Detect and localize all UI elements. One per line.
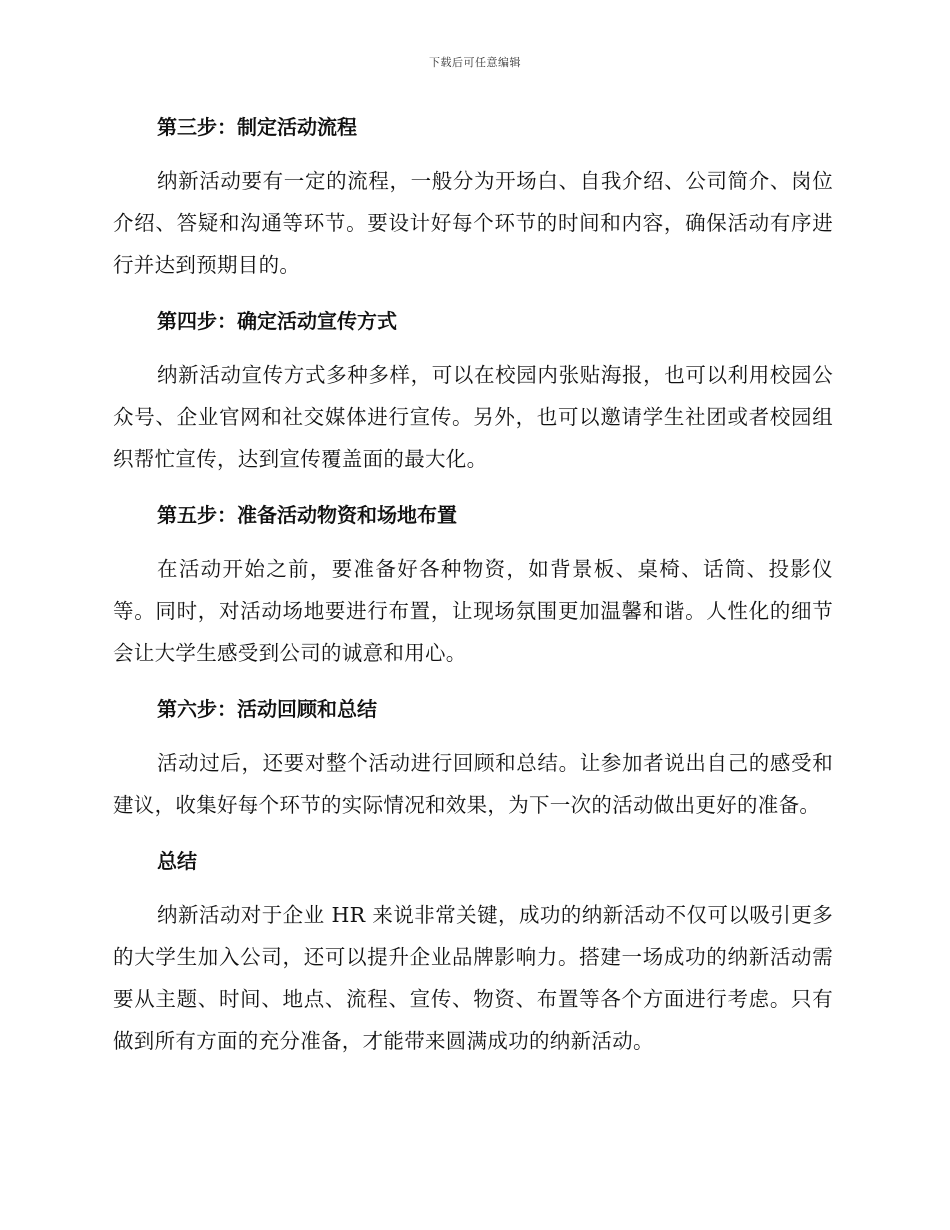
section-heading-step5: 第五步：准备活动物资和场地布置 [157, 503, 457, 527]
section-heading-step6: 第六步：活动回顾和总结 [157, 697, 377, 721]
page-header: 下载后可任意编辑 [429, 56, 521, 69]
section-paragraph-summary: 纳新活动对于企业 HR 来说非常关键，成功的纳新活动不仅可以吸引更多的大学生加入公司，还可以提升企业品牌影响力。搭建一场成功的纳新活动需要从主题、时间、地点、流程、宣传、物资、布置等各个方面进行考虑。只有做到所有方面的充分准备，才能带来圆满成功的纳新活动。 [113, 903, 833, 1053]
section-heading-step4: 第四步：确定活动宣传方式 [157, 309, 397, 333]
section-paragraph-step3: 纳新活动要有一定的流程，一般分为开场白、自我介绍、公司简介、岗位介绍、答疑和沟通等环节。要设计好每个环节的时间和内容，确保活动有序进行并达到预期目的。 [113, 169, 833, 277]
section-heading-step3: 第三步：制定活动流程 [157, 115, 357, 139]
section-paragraph-step5: 在活动开始之前，要准备好各种物资，如背景板、桌椅、话筒、投影仪等。同时，对活动场地要进行布置，让现场氛围更加温馨和谐。人性化的细节会让大学生感受到公司的诚意和用心。 [113, 557, 833, 665]
document-body [113, 108, 833, 1062]
section-paragraph-step6: 活动过后，还要对整个活动进行回顾和总结。让参加者说出自己的感受和建议，收集好每个环节的实际情况和效果，为下一次的活动做出更好的准备。 [113, 751, 833, 817]
section-heading-summary: 总结 [157, 849, 197, 873]
section-paragraph-step4: 纳新活动宣传方式多种多样，可以在校园内张贴海报，也可以利用校园公众号、企业官网和社交媒体进行宣传。另外，也可以邀请学生社团或者校园组织帮忙宣传，达到宣传覆盖面的最大化。 [113, 363, 833, 471]
